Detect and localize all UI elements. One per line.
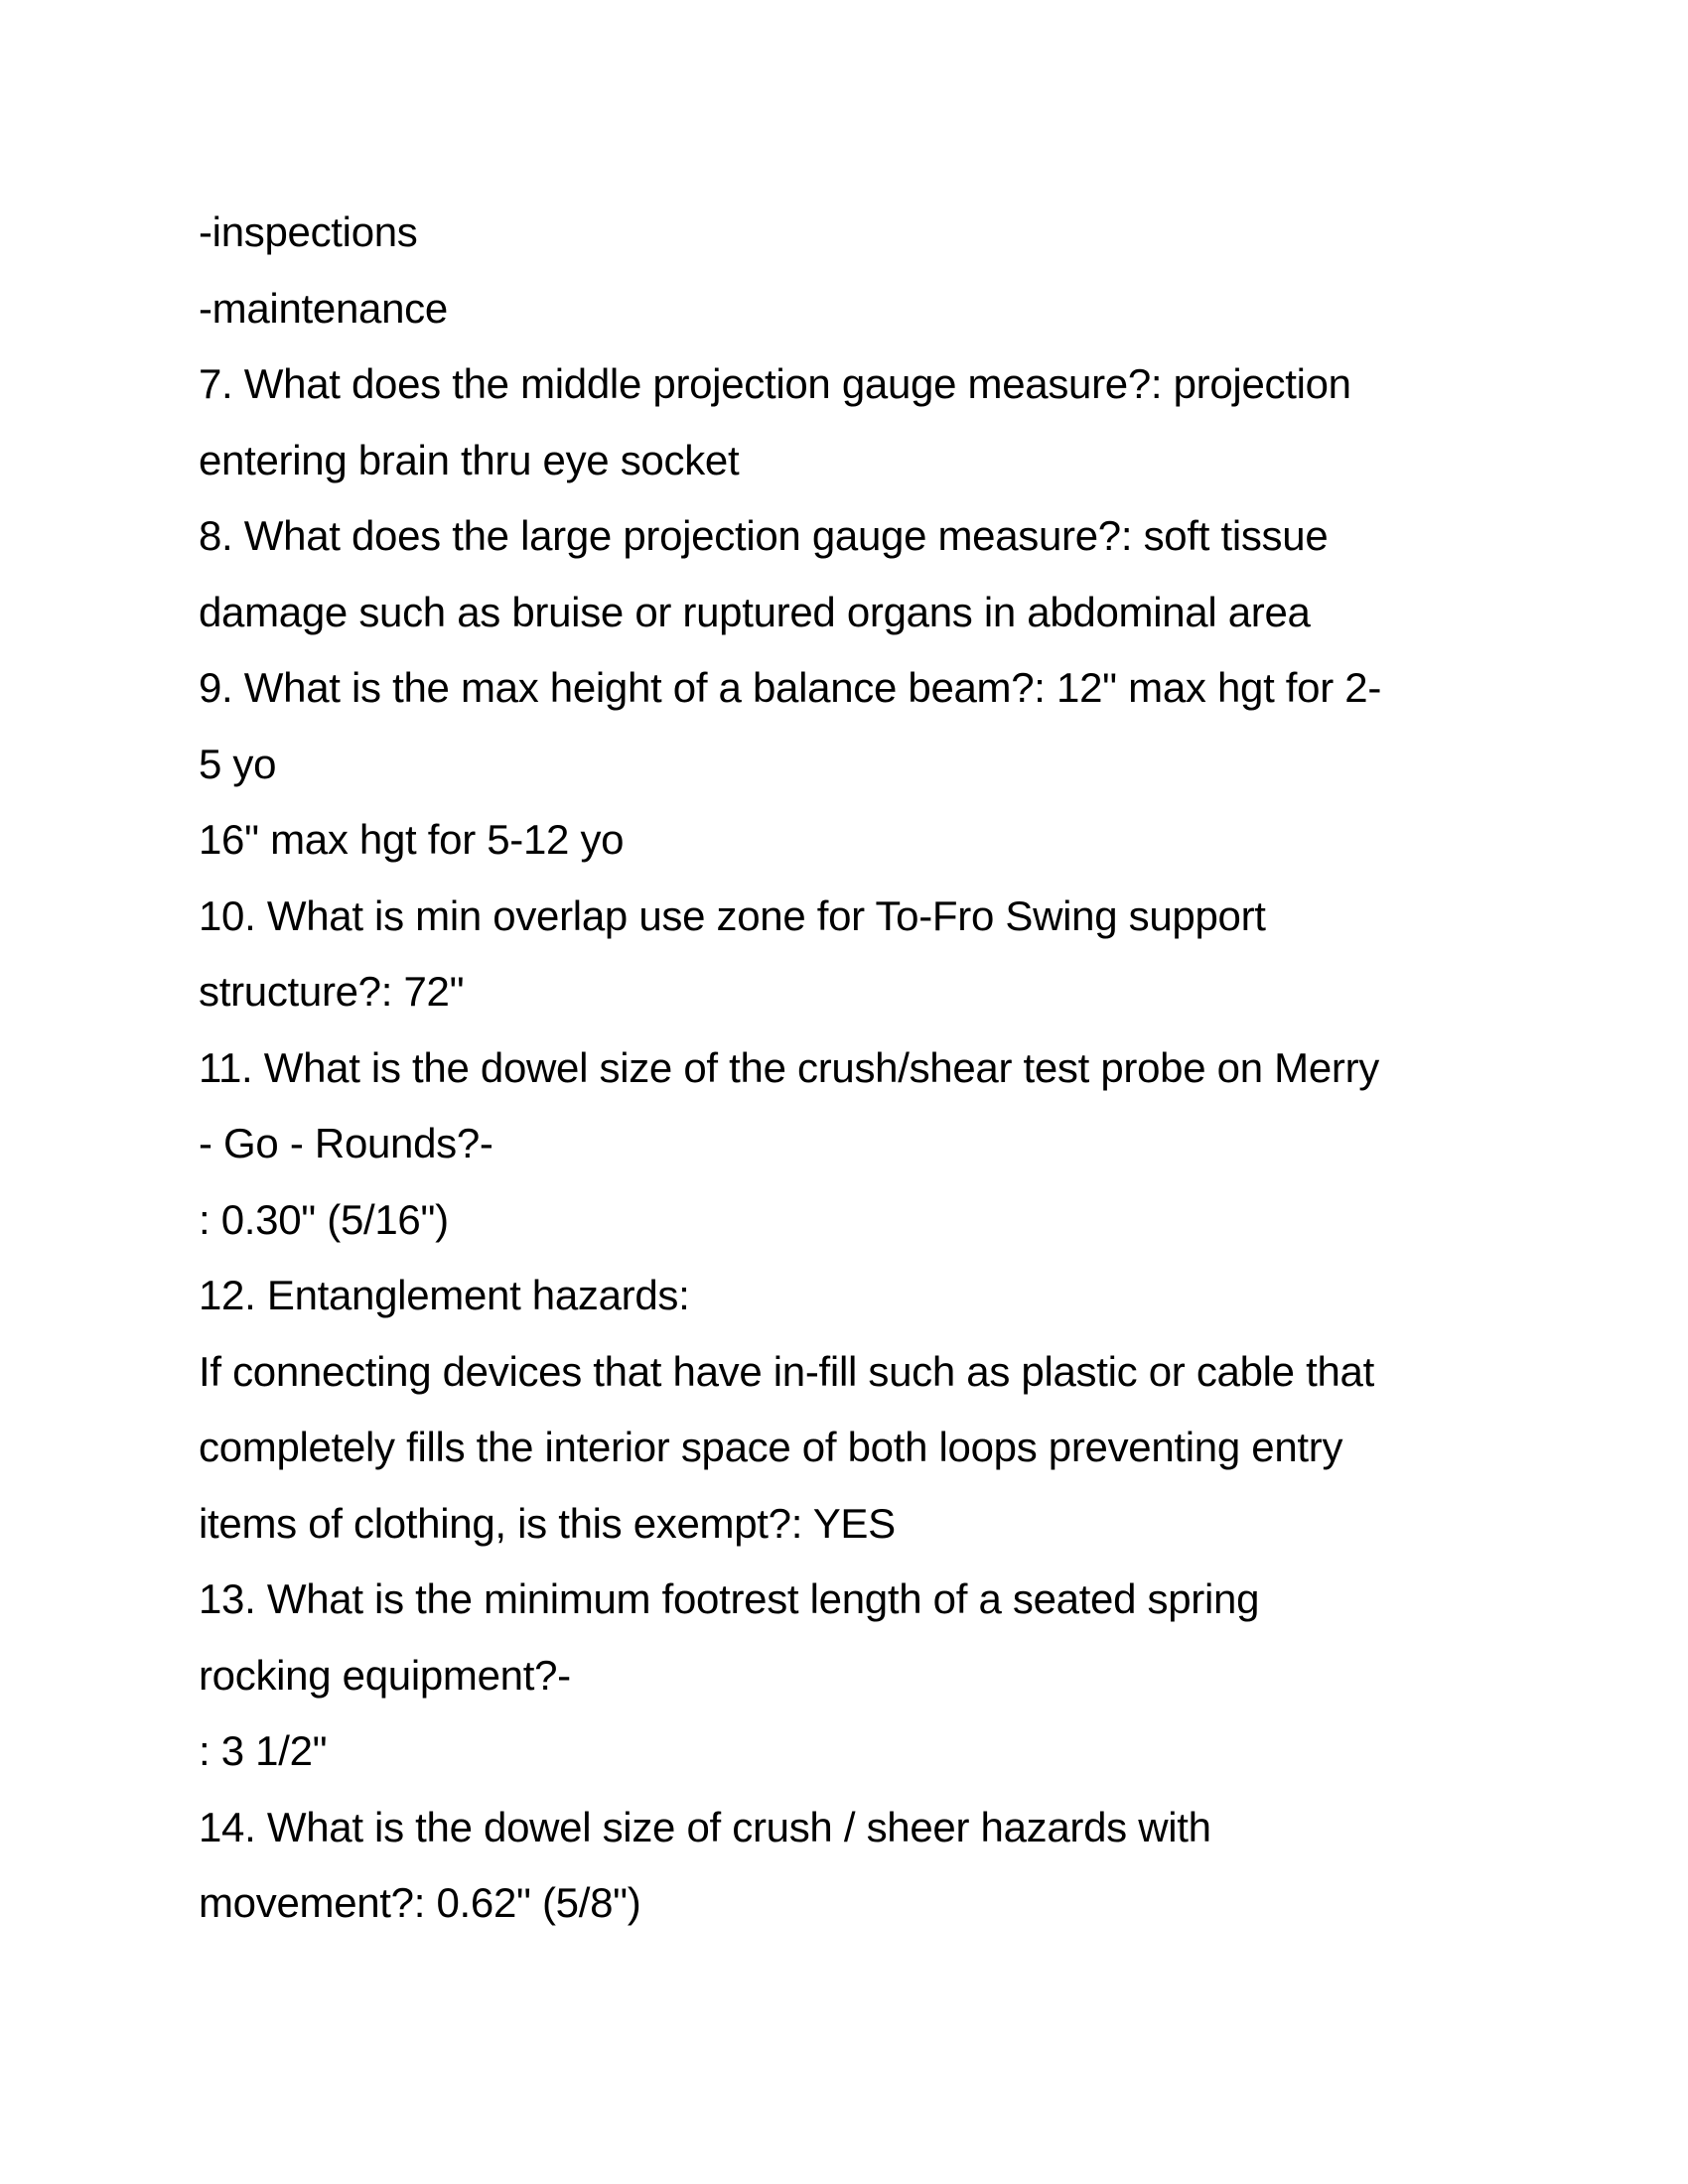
question-9-answer-2: 16" max hgt for 5-12 yo <box>199 816 625 863</box>
question-13-continued: rocking equipment?- <box>199 1651 571 1699</box>
list-item-maintenance: -maintenance <box>199 284 448 332</box>
question-11: 11. What is the dowel size of the crush/shear test probe on Merry <box>199 1043 1379 1091</box>
question-8: 8. What does the large projection gauge measure?: soft tissue <box>199 512 1329 559</box>
question-12-body: If connecting devices that have in-fill such as plastic or cable that <box>199 1347 1374 1395</box>
question-11-answer: : 0.30" (5/16") <box>199 1195 449 1243</box>
question-13-answer: : 3 1/2" <box>199 1727 328 1774</box>
question-9: 9. What is the max height of a balance beam?: 12" max hgt for 2- <box>199 664 1382 711</box>
question-12-answer: items of clothing, is this exempt?: YES <box>199 1499 896 1547</box>
question-11-continued: - Go - Rounds?- <box>199 1120 493 1166</box>
question-10: 10. What is min overlap use zone for To-Fro Swing support <box>199 891 1266 939</box>
question-12-heading: 12. Entanglement hazards: <box>199 1272 690 1318</box>
question-7: 7. What does the middle projection gauge measure?: projection <box>199 360 1351 407</box>
question-12-body-continued: completely fills the interior space of both loops preventing entry <box>199 1424 1343 1470</box>
list-item-inspections: -inspections <box>199 208 418 255</box>
question-8-continued: damage such as bruise or ruptured organs in abdominal area <box>199 588 1311 635</box>
question-13: 13. What is the minimum footrest length of a seated spring <box>199 1575 1260 1622</box>
question-7-continued: entering brain thru eye socket <box>199 436 740 483</box>
question-9-continued: 5 yo <box>199 740 277 787</box>
question-10-continued: structure?: 72" <box>199 968 465 1015</box>
document-page <box>199 195 1489 1942</box>
question-14-continued: movement?: 0.62" (5/8") <box>199 1879 641 1926</box>
question-14: 14. What is the dowel size of crush / sheer hazards with <box>199 1803 1211 1850</box>
